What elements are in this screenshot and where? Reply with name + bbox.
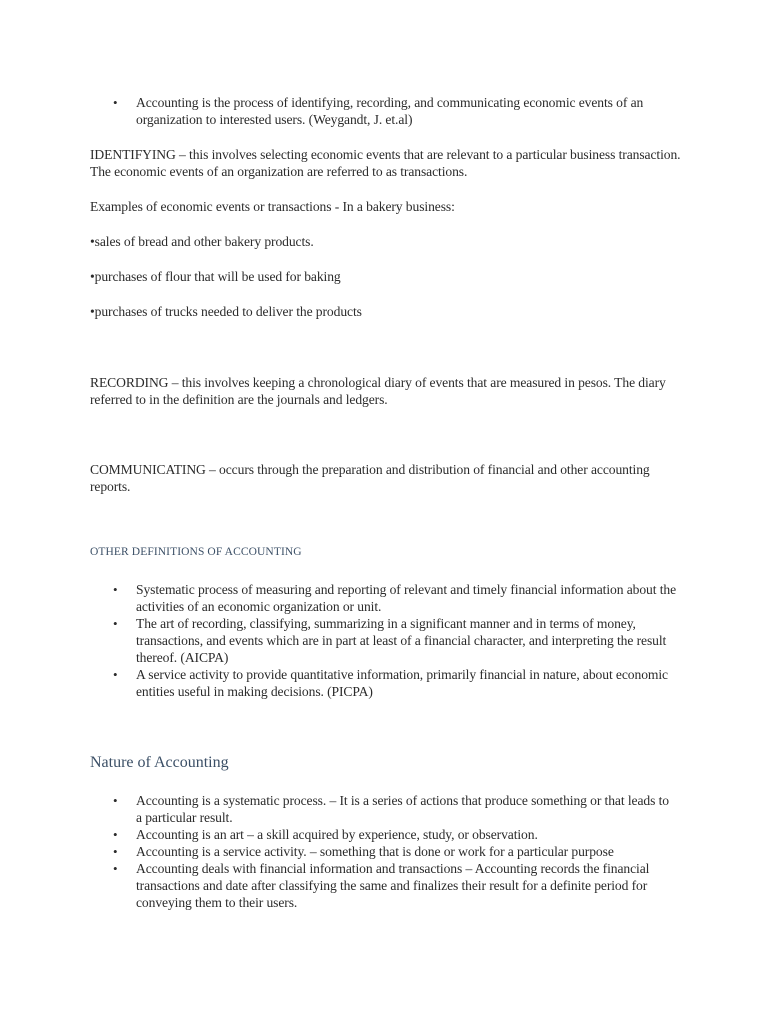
other-definitions-list [0, 581, 676, 700]
list-item [0, 666, 676, 700]
bullet-icon: • [113, 582, 118, 597]
examples-intro: Examples of economic events or transactions - In a bakery business: [90, 199, 455, 214]
identifying-paragraph: IDENTIFYING – this involves selecting economic events that are relevant to a particular business transaction. The economic events of an organization are referred to as transactions. [90, 147, 681, 179]
nature-text: Accounting is a service activity. – something that is done or work for a particular purpose [136, 844, 614, 859]
example-item: •sales of bread and other bakery products. [90, 234, 314, 249]
list-item [0, 792, 676, 826]
nature-text: Accounting is an art – a skill acquired by experience, study, or observation. [136, 827, 538, 842]
bullet-icon: • [113, 827, 118, 842]
list-item [0, 860, 676, 911]
list-item [0, 581, 676, 615]
bullet-icon: • [113, 844, 118, 859]
list-item [0, 843, 676, 860]
communicating-paragraph: COMMUNICATING – occurs through the preparation and distribution of financial and other accounting reports. [90, 462, 650, 494]
intro-list [0, 94, 676, 128]
example-item: •purchases of flour that will be used for baking [90, 269, 341, 284]
other-definitions-heading: OTHER DEFINITIONS OF ACCOUNTING [90, 546, 302, 558]
bullet-icon: • [113, 95, 118, 110]
definition-text: The art of recording, classifying, summarizing in a significant manner and in terms of money, transactions, and events which are in part at least of a financial character, and interpreting the result thereof. (AICPA) [136, 616, 667, 665]
list-item [0, 615, 676, 666]
bullet-icon: • [113, 616, 118, 631]
example-item: •purchases of trucks needed to deliver the products [90, 304, 362, 319]
nature-list [0, 792, 676, 911]
nature-heading: Nature of Accounting [90, 754, 229, 771]
bullet-icon: • [113, 793, 118, 808]
bullet-icon: • [113, 861, 118, 876]
list-item [0, 94, 676, 128]
definition-text: A service activity to provide quantitative information, primarily financial in nature, about economic entities useful in making decisions. (PICPA) [136, 667, 668, 699]
list-item [0, 826, 676, 843]
definition-text: Systematic process of measuring and reporting of relevant and timely financial information about the activities of an economic organization or unit. [136, 582, 677, 614]
recording-paragraph: RECORDING – this involves keeping a chronological diary of events that are measured in pesos. The diary referred to in the definition are the journals and ledgers. [90, 375, 666, 407]
intro-definition: Accounting is the process of identifying, recording, and communicating economic events of an organization to interested users. (Weygandt, J. et.al) [136, 95, 644, 127]
nature-text: Accounting deals with financial information and transactions – Accounting records the financial transactions and date after classifying the same and finalizes their result for a definite period for conveying them to their users. [136, 861, 650, 910]
nature-text: Accounting is a systematic process. – It is a series of actions that produce something or that leads to a particular result. [136, 793, 669, 825]
bullet-icon: • [113, 667, 118, 682]
